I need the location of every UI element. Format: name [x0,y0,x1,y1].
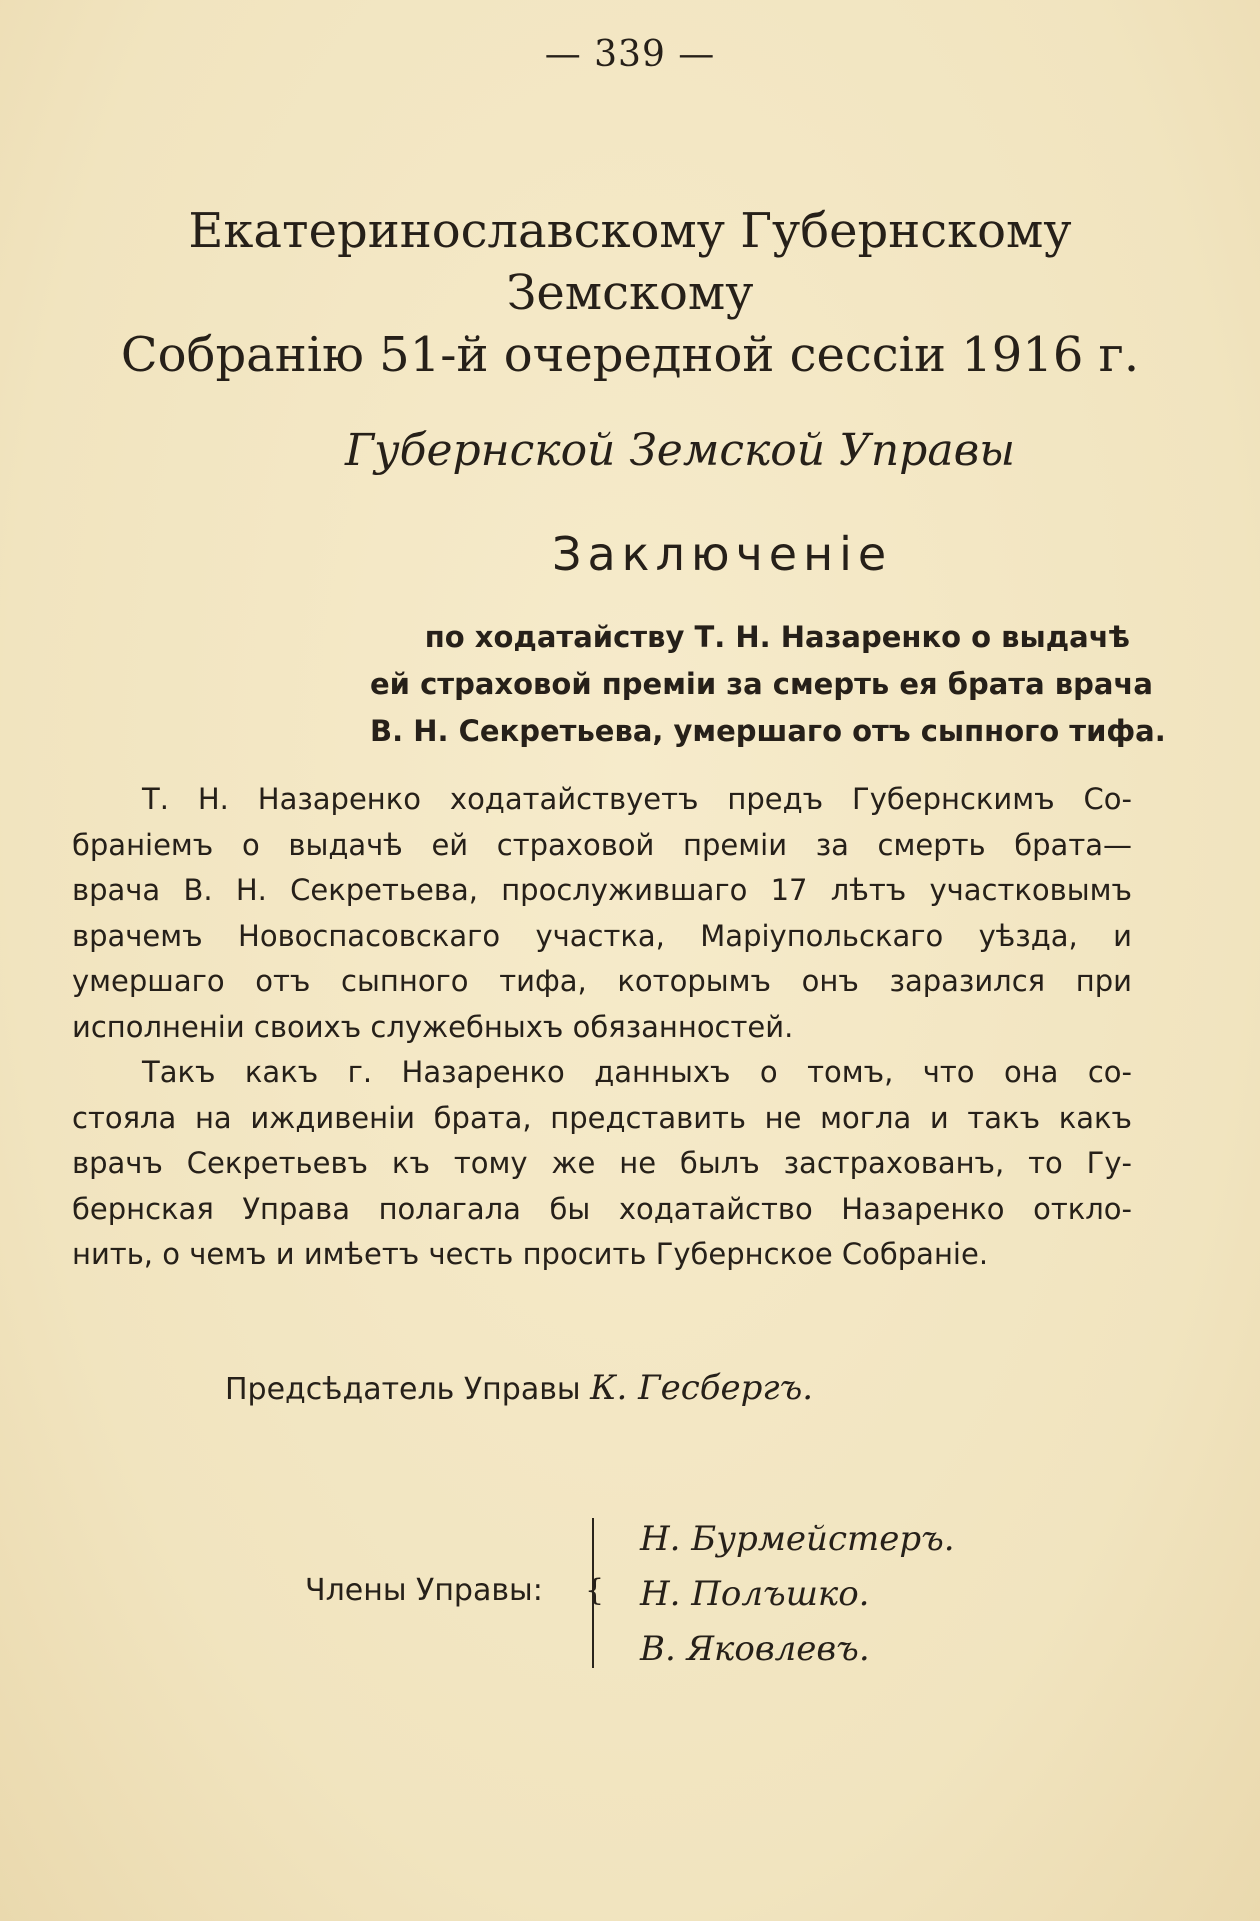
document-title [60,200,1200,386]
summary-block [370,614,1166,755]
members-brace: { [585,1573,605,1608]
body-p2-line: Такъ какъ г. Назаренко данныхъ о томъ, что она со- [142,1055,1132,1089]
page-number: — 339 — [544,34,716,75]
summary-line-2: ей страховой преміи за смерть ея брата врача [370,667,1153,701]
body-p2-line: стояла на иждивеніи брата, представить не могла и такъ какъ [72,1100,1132,1135]
chairman-name: К. Гесбергъ. [590,1368,814,1408]
body-p1-line: врача В. Н. Секретьева, прослужившаго 17 лѣтъ участковымъ [72,873,1132,907]
body-p2-line: бернская Управа полагала бы ходатайство Назаренко откло- [72,1191,1132,1226]
body-p2-line: врачъ Секретьевъ къ тому же не былъ застрахованъ, то Гу- [72,1146,1132,1180]
summary-line-3: В. Н. Секретьева, умершаго отъ сыпного тифа. [370,714,1166,748]
body-p1-line: исполненіи своихъ служебныхъ обязанностей. [72,1009,794,1044]
body-p2-line: нить, о чемъ и имѣетъ честь просить Губернское Собраніе. [72,1237,989,1271]
summary-line-1: по ходатайству Т. Н. Назаренко о выдачѣ [424,620,1130,654]
members-label: Члены Управы: [305,1573,543,1608]
document-heading: Заключеніе [552,527,893,581]
document-subtitle: Губернской Земской Управы [344,425,1016,476]
body-p1-line: умершаго отъ сыпного тифа, которымъ онъ заразился при [72,964,1132,998]
title-line-2: Собранію 51-й очередной сессіи 1916 г. [120,327,1140,383]
member-name: В. Яковлевъ. [640,1629,870,1669]
chairman-label: Предсѣдатель Управы [225,1372,581,1407]
member-name: Н. Полъшко. [640,1574,870,1614]
title-line-1: Екатеринославскому Губернскому Земскому [188,203,1072,321]
members-list [640,1512,955,1677]
body-p1-line: Т. Н. Назаренко ходатайствуетъ предъ Губернскимъ Со- [142,782,1132,816]
body-text [72,777,1132,1278]
body-p1-line: браніемъ о выдачѣ ей страховой преміи за смерть брата— [72,827,1132,862]
member-name: Н. Бурмейстеръ. [640,1519,955,1559]
body-p1-line: врачемъ Новоспасовскаго участка, Маріупольскаго уѣзда, и [72,918,1132,953]
chairman-signature [225,1368,813,1408]
